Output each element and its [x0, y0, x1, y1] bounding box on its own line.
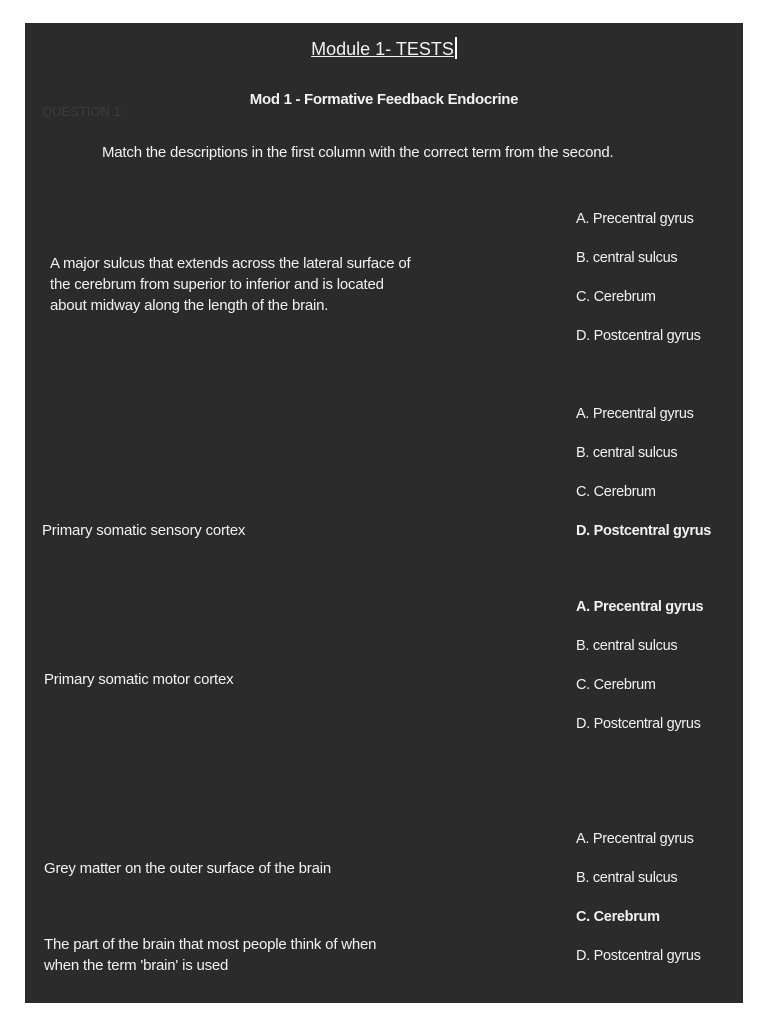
text-cursor: [455, 37, 457, 59]
option-a-group2[interactable]: A. Precentral gyrus: [576, 406, 694, 422]
option-d-group4[interactable]: D. Postcentral gyrus: [576, 948, 701, 964]
description-cerebrum: The part of the brain that most people think of when when the term 'brain' is used: [44, 936, 377, 974]
option-c-group3[interactable]: C. Cerebrum: [576, 677, 656, 693]
option-a-group4[interactable]: A. Precentral gyrus: [576, 831, 694, 847]
option-c-group4-selected[interactable]: C. Cerebrum: [576, 909, 660, 925]
description-central-sulcus: A major sulcus that extends across the lateral surface of the cerebrum from superior to inferior and is located about midway along the length of the brain.: [50, 255, 411, 314]
option-b-group3[interactable]: B. central sulcus: [576, 638, 678, 654]
document-page: [25, 23, 743, 1003]
question-label: QUESTION 1:: [42, 104, 125, 119]
option-a-group1[interactable]: A. Precentral gyrus: [576, 211, 694, 227]
quiz-subtitle: Mod 1 - Formative Feedback Endocrine: [249, 91, 519, 108]
description-motor-cortex: Primary somatic motor cortex: [44, 671, 234, 688]
option-d-group2-selected[interactable]: D. Postcentral gyrus: [576, 523, 712, 539]
option-b-group2[interactable]: B. central sulcus: [576, 445, 678, 461]
option-a-group3-selected[interactable]: A. Precentral gyrus: [576, 599, 704, 615]
option-d-group1[interactable]: D. Postcentral gyrus: [576, 328, 701, 344]
description-sensory-cortex: Primary somatic sensory cortex: [42, 522, 246, 539]
description-cortex: Grey matter on the outer surface of the brain: [44, 860, 331, 877]
option-b-group4[interactable]: B. central sulcus: [576, 870, 678, 886]
option-d-group3[interactable]: D. Postcentral gyrus: [576, 716, 701, 732]
instructions: Match the descriptions in the first column with the correct term from the second.: [102, 144, 614, 161]
option-c-group1[interactable]: C. Cerebrum: [576, 289, 656, 305]
option-c-group2[interactable]: C. Cerebrum: [576, 484, 656, 500]
option-b-group1[interactable]: B. central sulcus: [576, 250, 678, 266]
module-title: Module 1- TESTS: [25, 37, 743, 60]
